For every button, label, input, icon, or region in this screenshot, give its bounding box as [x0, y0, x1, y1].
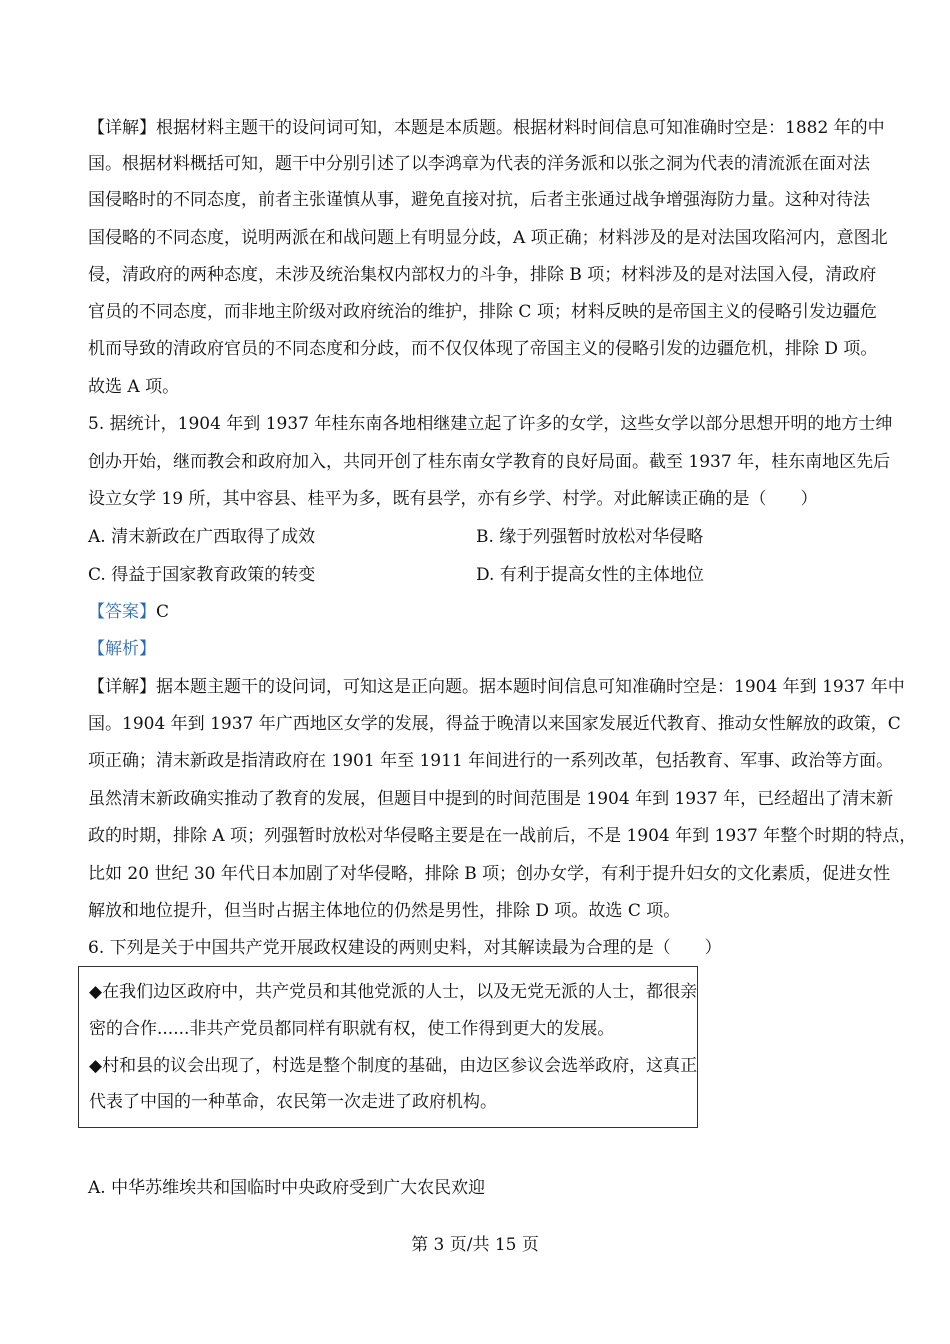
q4-detail-line: 故选 A 项。 — [88, 377, 180, 397]
q5-detail-line: 国。1904 年到 1937 年广西地区女学的发展，得益于晚清以来国家发展近代教育、推动女性解放的政策，C — [88, 714, 901, 734]
q4-detail-line: 国。根据材料概括可知，题干中分别引述了以李鸿章为代表的洋务派和以张之洞为代表的清流派在面对法 — [88, 154, 870, 174]
q6-option-a: A. 中华苏维埃共和国临时中央政府受到广大农民欢迎 — [88, 1178, 486, 1198]
q5-analysis-label: 【解析】 — [88, 639, 156, 659]
q4-detail-line: 机而导致的清政府官员的不同态度和分歧，而不仅仅体现了帝国主义的侵略引发的边疆危机，排除 D 项。 — [88, 339, 878, 359]
q5-option-b: B. 缘于列强暂时放松对华侵略 — [476, 527, 704, 547]
q4-detail-line: 官员的不同态度，而非地主阶级对政府统治的维护，排除 C 项；材料反映的是帝国主义的侵略引发边疆危 — [88, 302, 877, 322]
q5-detail-line: 政的时期，排除 A 项；列强暂时放松对华侵略主要是在一战前后，不是 1904 年到 1937 年整个时期的特点， — [88, 826, 917, 846]
q6-source-line: ◆在我们边区政府中，共产党员和其他党派的人士，以及无党无派的人士，都很亲 — [89, 982, 698, 1002]
q4-detail-line: 【详解】根据材料主题干的设问词可知，本题是本质题。根据材料时间信息可知准确时空是：1882 年的中 — [88, 118, 885, 138]
q5-option-d: D. 有利于提高女性的主体地位 — [476, 565, 704, 585]
q4-detail-line: 国侵略的不同态度，说明两派在和战问题上有明显分歧，A 项正确；材料涉及的是对法国攻陷河内，意图北 — [88, 228, 888, 248]
q6-stem: 6. 下列是关于中国共产党开展政权建设的两则史料，对其解读最为合理的是（ ） — [88, 938, 722, 958]
q5-answer — [88, 601, 878, 623]
q5-stem-line: 设立女学 19 所，其中容县、桂平为多，既有县学，亦有乡学、村学。对此解读正确的是（ ） — [88, 489, 818, 509]
q5-option-c: C. 得益于国家教育政策的转变 — [88, 565, 316, 585]
q6-source-line: ◆村和县的议会出现了，村选是整个制度的基础，由边区参议会选举政府，这真正 — [89, 1056, 698, 1076]
q5-detail-line: 项正确；清末新政是指清政府在 1901 年至 1911 年间进行的一系列改革，包括教育、军事、政治等方面。 — [88, 751, 894, 771]
q5-stem-line: 5. 据统计，1904 年到 1937 年桂东南各地相继建立起了许多的女学，这些女学以部分思想开明的地方士绅 — [88, 414, 893, 434]
q5-detail-line: 比如 20 世纪 30 年代日本加剧了对华侵略，排除 B 项；创办女学，有利于提升妇女的文化素质，促进女性 — [88, 864, 891, 884]
q6-source-line: 密的合作......非共产党员都同样有职就有权，使工作得到更大的发展。 — [89, 1019, 615, 1039]
page-footer: 第 3 页/共 15 页 — [411, 1235, 539, 1255]
q4-detail-line: 侵，清政府的两种态度，未涉及统治集权内部权力的斗争，排除 B 项；材料涉及的是对法国入侵，清政府 — [88, 265, 877, 285]
q5-stem-line: 创办开始，继而教会和政府加入，共同开创了桂东南女学教育的良好局面。截至 1937 年，桂东南地区先后 — [88, 452, 891, 472]
q5-detail-line: 解放和地位提升，但当时占据主体地位的仍然是男性，排除 D 项。故选 C 项。 — [88, 901, 681, 921]
answer-value: C — [156, 602, 170, 622]
answer-label: 【答案】 — [88, 602, 156, 622]
q5-detail-line: 【详解】据本题主题干的设问词，可知这是正向题。据本题时间信息可知准确时空是：1904 年到 1937 年中 — [88, 677, 905, 697]
q5-option-a: A. 清末新政在广西取得了成效 — [88, 527, 316, 547]
q6-source-box — [78, 966, 698, 1128]
q6-source-line: 代表了中国的一种革命，农民第一次走进了政府机构。 — [89, 1092, 497, 1112]
q4-detail-line: 国侵略时的不同态度，前者主张谨慎从事，避免直接对抗，后者主张通过战争增强海防力量。这种对待法 — [88, 190, 870, 210]
q5-detail-line: 虽然清末新政确实推动了教育的发展，但题目中提到的时间范围是 1904 年到 1937 年，已经超出了清末新 — [88, 789, 894, 809]
